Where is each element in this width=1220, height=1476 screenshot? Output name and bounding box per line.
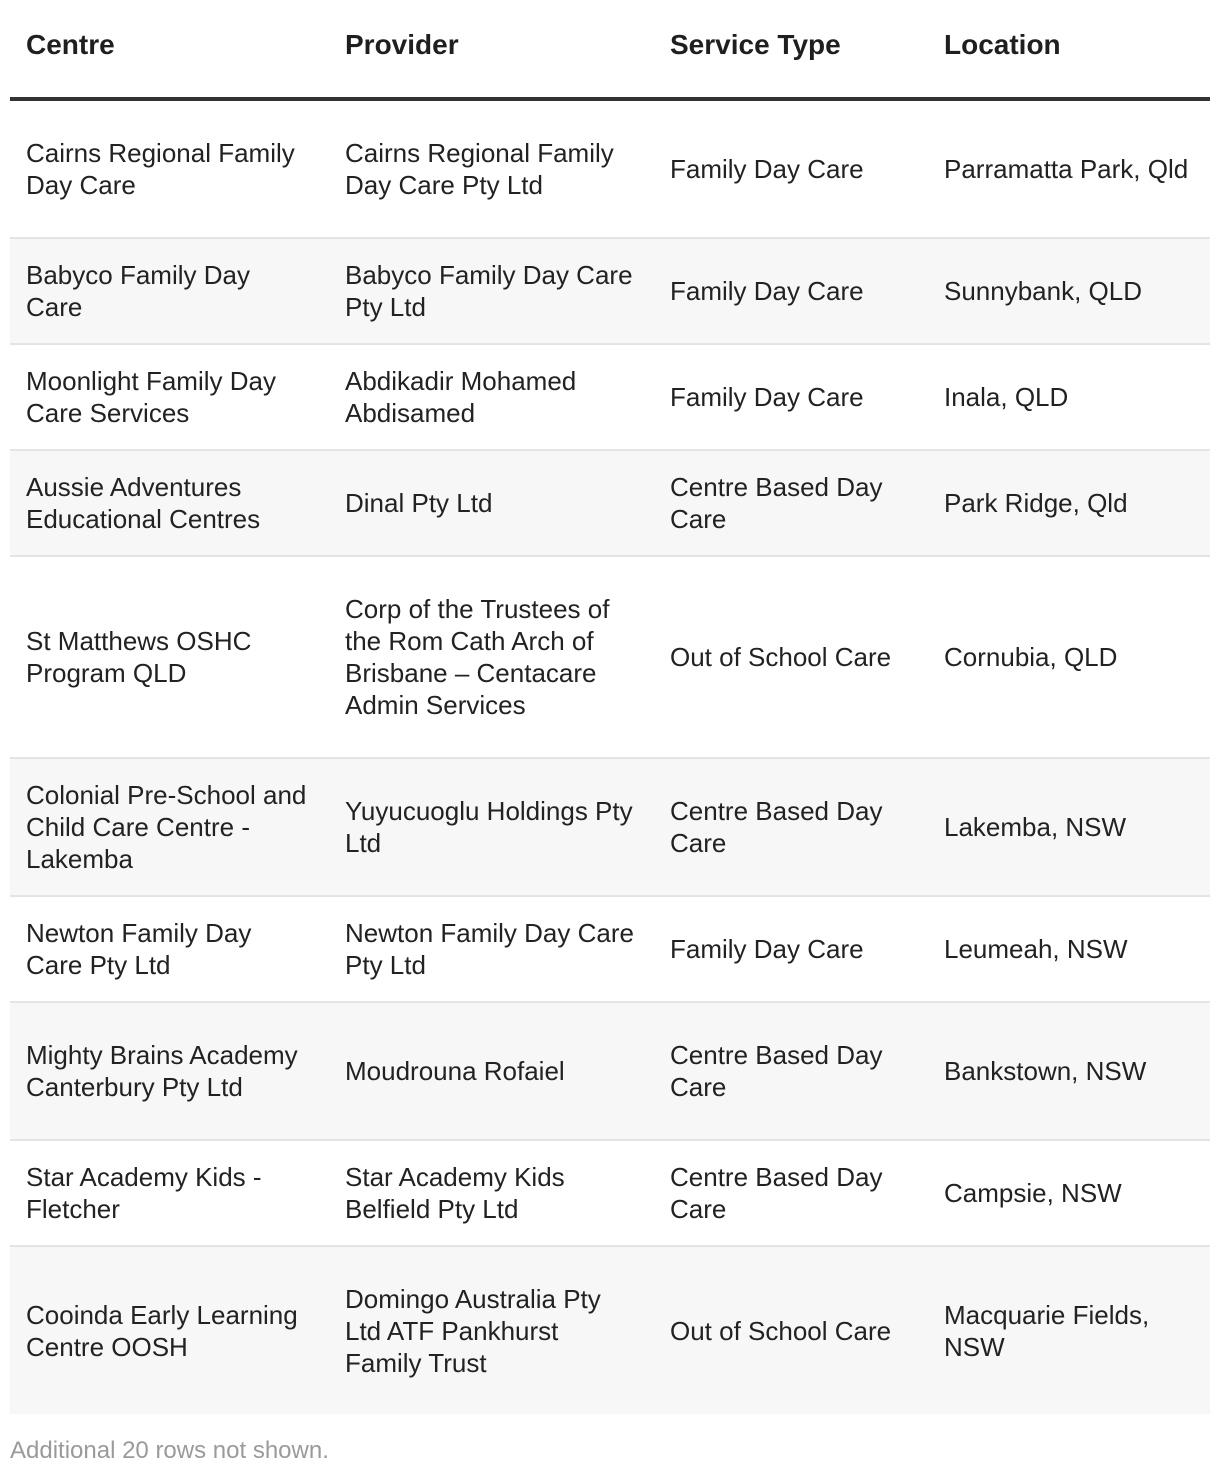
table-header xyxy=(10,0,1210,99)
cell-location: Bankstown, NSW xyxy=(928,1002,1210,1140)
cell-provider: Cairns Regional Family Day Care Pty Ltd xyxy=(329,99,654,238)
cell-centre: Star Academy Kids - Fletcher xyxy=(10,1140,329,1246)
table-row xyxy=(10,344,1210,450)
table-row xyxy=(10,450,1210,556)
cell-provider: Yuyucuoglu Holdings Pty Ltd xyxy=(329,758,654,896)
cell-location: Parramatta Park, Qld xyxy=(928,99,1210,238)
cell-centre: Cairns Regional Family Day Care xyxy=(10,99,329,238)
cell-provider: Moudrouna Rofaiel xyxy=(329,1002,654,1140)
cell-centre: Moonlight Family Day Care Services xyxy=(10,344,329,450)
cell-location: Lakemba, NSW xyxy=(928,758,1210,896)
cell-service-type: Centre Based Day Care xyxy=(654,450,928,556)
cell-provider: Dinal Pty Ltd xyxy=(329,450,654,556)
data-table-container xyxy=(10,0,1210,1414)
cell-service-type: Family Day Care xyxy=(654,99,928,238)
column-header-centre[interactable]: Centre xyxy=(10,0,329,99)
cell-service-type: Family Day Care xyxy=(654,238,928,344)
column-header-location[interactable]: Location xyxy=(928,0,1210,99)
header-row xyxy=(10,0,1210,99)
cell-centre: St Matthews OSHC Program QLD xyxy=(10,556,329,758)
column-header-provider[interactable]: Provider xyxy=(329,0,654,99)
cell-service-type: Family Day Care xyxy=(654,344,928,450)
table-row xyxy=(10,556,1210,758)
cell-location: Macquarie Fields, NSW xyxy=(928,1246,1210,1414)
cell-location: Cornubia, QLD xyxy=(928,556,1210,758)
table-row xyxy=(10,1140,1210,1246)
cell-service-type: Centre Based Day Care xyxy=(654,758,928,896)
column-header-service-type[interactable]: Service Type xyxy=(654,0,928,99)
cell-centre: Babyco Family Day Care xyxy=(10,238,329,344)
cell-provider: Corp of the Trustees of the Rom Cath Arch of Brisbane – Centacare Admin Services xyxy=(329,556,654,758)
cell-provider: Babyco Family Day Care Pty Ltd xyxy=(329,238,654,344)
cell-centre: Colonial Pre-School and Child Care Centre - Lakemba xyxy=(10,758,329,896)
table-row xyxy=(10,896,1210,1002)
table-row xyxy=(10,1246,1210,1414)
table-row xyxy=(10,238,1210,344)
childcare-centres-table xyxy=(10,0,1210,1414)
cell-service-type: Out of School Care xyxy=(654,1246,928,1414)
table-row xyxy=(10,1002,1210,1140)
table-row xyxy=(10,758,1210,896)
cell-centre: Newton Family Day Care Pty Ltd xyxy=(10,896,329,1002)
cell-service-type: Family Day Care xyxy=(654,896,928,1002)
cell-service-type: Centre Based Day Care xyxy=(654,1002,928,1140)
cell-service-type: Out of School Care xyxy=(654,556,928,758)
cell-location: Inala, QLD xyxy=(928,344,1210,450)
cell-centre: Mighty Brains Academy Canterbury Pty Ltd xyxy=(10,1002,329,1140)
cell-location: Leumeah, NSW xyxy=(928,896,1210,1002)
cell-provider: Star Academy Kids Belfield Pty Ltd xyxy=(329,1140,654,1246)
cell-location: Campsie, NSW xyxy=(928,1140,1210,1246)
cell-provider: Abdikadir Mohamed Abdisamed xyxy=(329,344,654,450)
cell-location: Sunnybank, QLD xyxy=(928,238,1210,344)
cell-location: Park Ridge, Qld xyxy=(928,450,1210,556)
table-row xyxy=(10,99,1210,238)
cell-centre: Cooinda Early Learning Centre OOSH xyxy=(10,1246,329,1414)
table-body xyxy=(10,99,1210,1414)
cell-provider: Domingo Australia Pty Ltd ATF Pankhurst Family Trust xyxy=(329,1246,654,1414)
table-footnote: Additional 20 rows not shown. xyxy=(10,1437,329,1464)
cell-service-type: Centre Based Day Care xyxy=(654,1140,928,1246)
cell-centre: Aussie Adventures Educational Centres xyxy=(10,450,329,556)
cell-provider: Newton Family Day Care Pty Ltd xyxy=(329,896,654,1002)
